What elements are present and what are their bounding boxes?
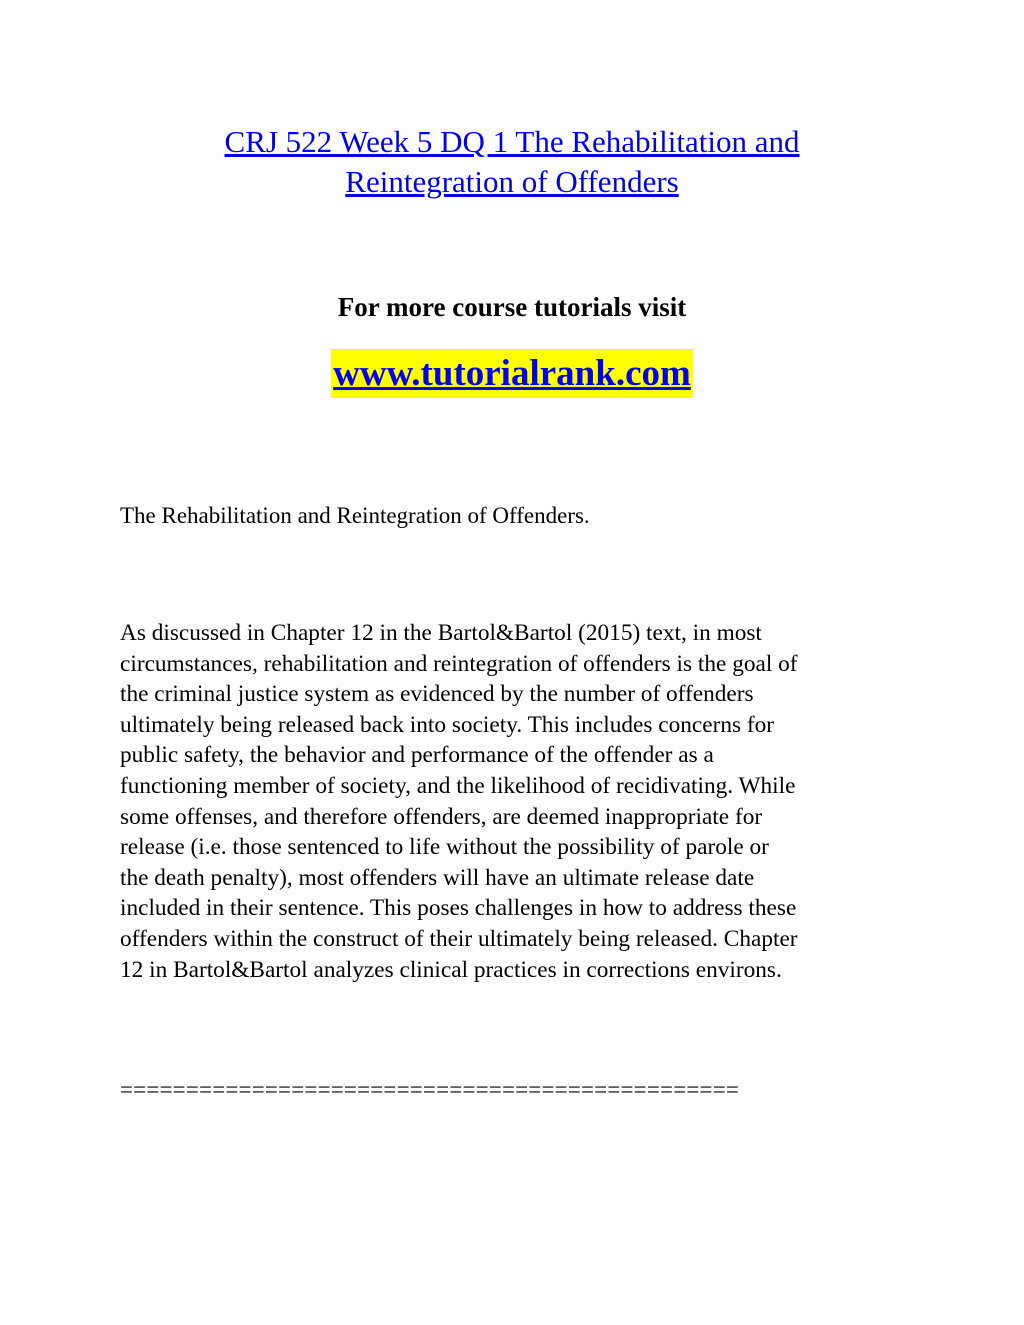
body-paragraph <box>120 618 920 985</box>
body-line: included in their sentence. This poses challenges in how to address these <box>120 895 797 922</box>
body-line: ultimately being released back into society. This includes concerns for <box>120 711 775 738</box>
tutorialrank-link[interactable]: www.tutorialrank.com <box>331 349 693 398</box>
title-link[interactable] <box>225 124 800 199</box>
title-line-2: Reintegration of Offenders <box>345 164 679 199</box>
body-line: offenders within the construct of their ultimately being released. Chapter <box>120 925 798 952</box>
body-line: some offenses, and therefore offenders, are deemed inappropriate for <box>120 803 763 830</box>
promo-text: For more course tutorials visit <box>337 292 687 322</box>
separator-line: =============================================== <box>120 1077 740 1102</box>
title-line-1: CRJ 522 Week 5 DQ 1 The Rehabilitation and <box>224 124 800 159</box>
document-title <box>150 122 874 202</box>
document-subheading: The Rehabilitation and Reintegration of Offenders. <box>120 503 590 528</box>
body-line: functioning member of society, and the likelihood of recidivating. While <box>120 772 796 799</box>
body-line: the death penalty), most offenders will have an ultimate release date <box>120 864 755 891</box>
body-line: public safety, the behavior and performance of the offender as a <box>120 742 714 769</box>
body-line: circumstances, rehabilitation and reintegration of offenders is the goal of <box>120 650 798 677</box>
body-line: 12 in Bartol&Bartol analyzes clinical practices in corrections environs. <box>120 956 782 983</box>
body-line: the criminal justice system as evidenced by the number of offenders <box>120 681 754 708</box>
site-link-container <box>0 349 1024 398</box>
body-line: release (i.e. those sentenced to life without the possibility of parole or <box>120 834 769 861</box>
body-line: As discussed in Chapter 12 in the Bartol&Bartol (2015) text, in most <box>120 620 762 646</box>
